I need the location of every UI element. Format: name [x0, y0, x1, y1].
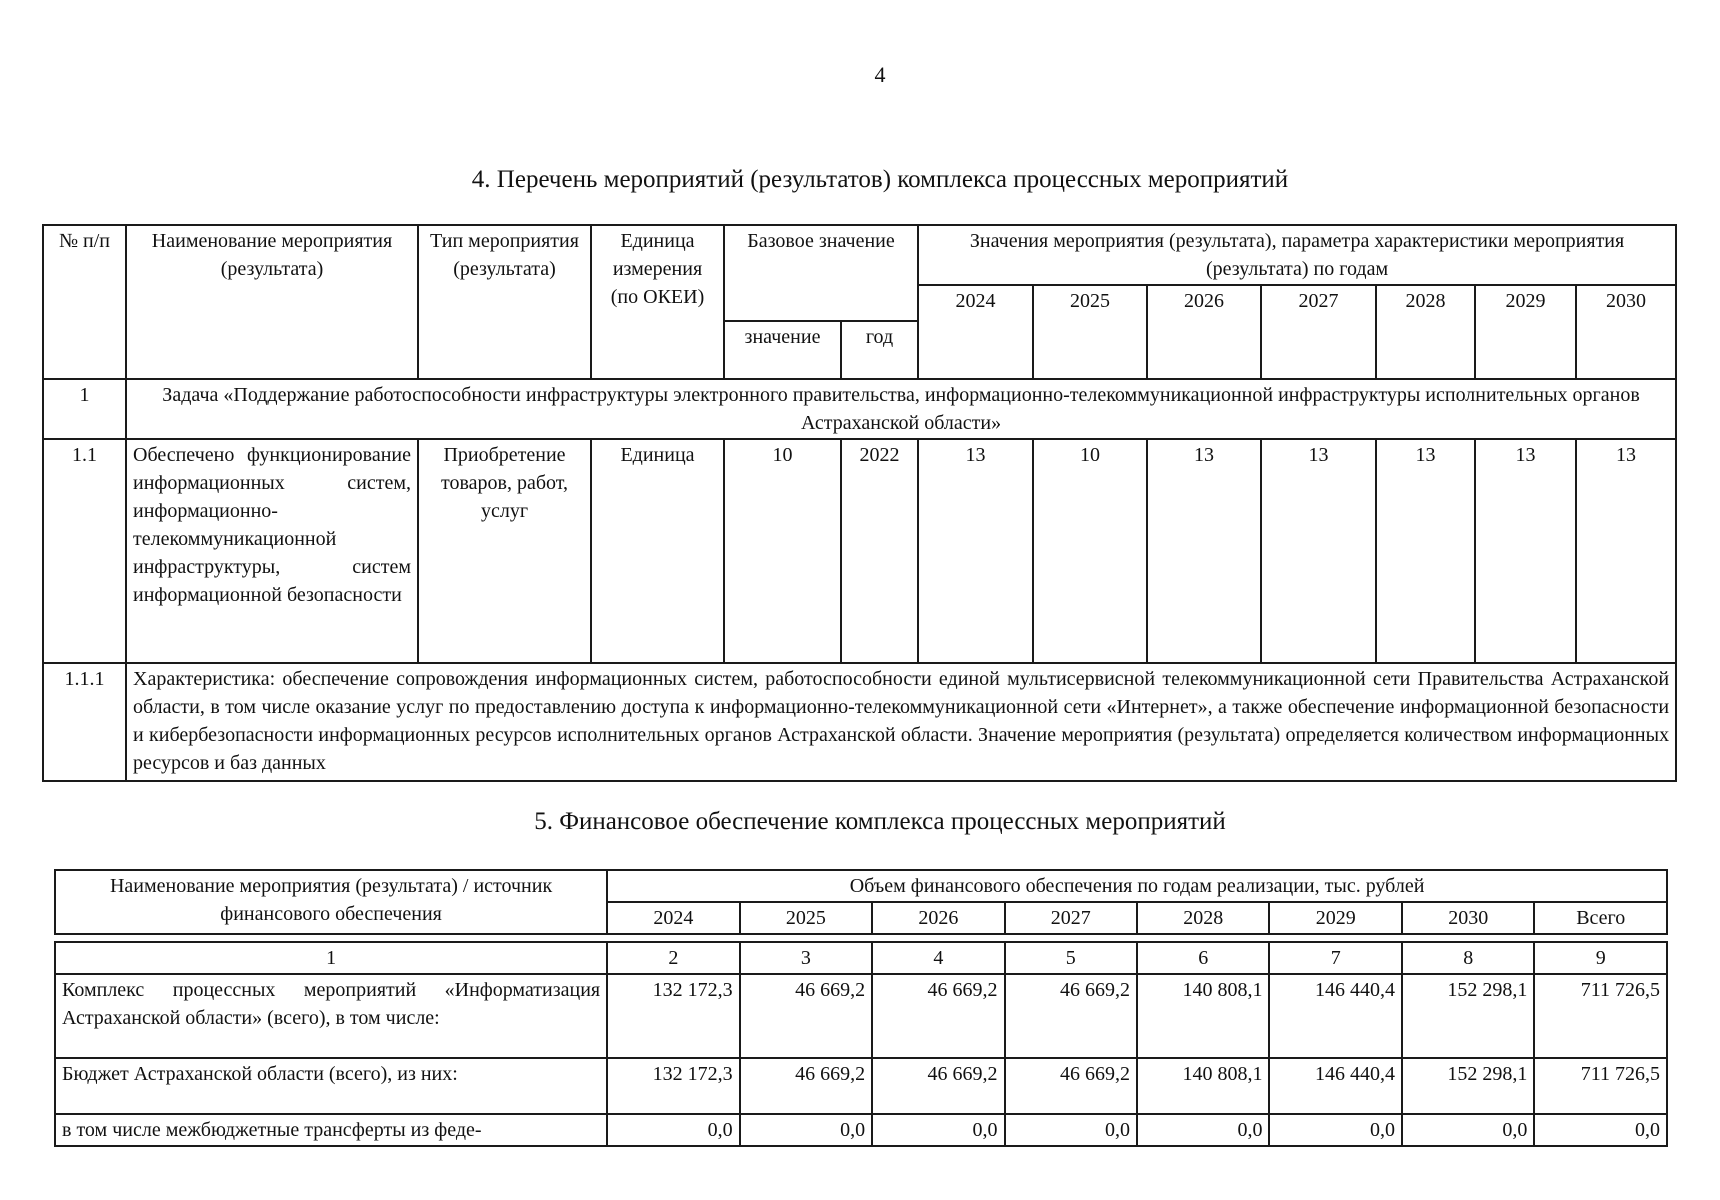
column-number: 1 — [55, 942, 607, 974]
row-value: 10 — [1033, 439, 1147, 663]
page-number: 4 — [874, 62, 886, 87]
finance-value: 0,0 — [1137, 1114, 1269, 1146]
row-num: 1.1 — [43, 439, 126, 663]
finance-value: 0,0 — [607, 1114, 739, 1146]
row-value: 13 — [1475, 439, 1576, 663]
row-value: 13 — [1147, 439, 1261, 663]
header-year: 2029 — [1269, 902, 1401, 934]
task-text: Задача «Поддержание работоспособности инфраструктуры электронного правительства, информационно-телекоммуникационной инфраструктуры исполнительных органов Астраханской области» — [126, 379, 1676, 439]
header-year: 2025 — [1033, 285, 1147, 379]
section-4-title: 4. Перечень мероприятий (результатов) комплекса процессных мероприятий — [471, 166, 1289, 193]
finance-value: 0,0 — [740, 1114, 872, 1146]
row-value: 13 — [1576, 439, 1676, 663]
finance-value: 711 726,5 — [1534, 974, 1667, 1058]
finance-value: 46 669,2 — [872, 974, 1004, 1058]
column-number: 8 — [1402, 942, 1534, 974]
header-type: Тип мероприятия (результата) — [418, 225, 591, 379]
finance-value: 140 808,1 — [1137, 974, 1269, 1058]
characteristic-num: 1.1.1 — [43, 663, 126, 781]
header-base-value: значение — [724, 321, 841, 379]
finance-value: 0,0 — [1005, 1114, 1137, 1146]
row-name: Обеспечено функционирование информационных систем, информационно-телекоммуникационной инфраструктуры, систем информационной безопасности — [126, 439, 418, 663]
column-number: 3 — [740, 942, 872, 974]
activities-table — [42, 224, 1677, 782]
header-year: 2025 — [740, 902, 872, 934]
header-year: 2030 — [1402, 902, 1534, 934]
finance-value: 152 298,1 — [1402, 974, 1534, 1058]
finance-value: 0,0 — [1269, 1114, 1401, 1146]
header-unit: Единица измерения (по ОКЕИ) — [591, 225, 724, 379]
header-source: Наименование мероприятия (результата) / источник финансового обеспечения — [55, 870, 607, 934]
header-volume: Объем финансового обеспечения по годам реализации, тыс. рублей — [607, 870, 1667, 902]
header-year: 2028 — [1376, 285, 1475, 379]
header-year: 2027 — [1261, 285, 1376, 379]
finance-value: 46 669,2 — [740, 974, 872, 1058]
finance-value: 146 440,4 — [1269, 1058, 1401, 1114]
column-number: 5 — [1005, 942, 1137, 974]
finance-value: 46 669,2 — [740, 1058, 872, 1114]
column-number: 2 — [607, 942, 739, 974]
finance-value: 146 440,4 — [1269, 974, 1401, 1058]
finance-value: 140 808,1 — [1137, 1058, 1269, 1114]
header-name: Наименование мероприятия (результата) — [126, 225, 418, 379]
finance-value: 46 669,2 — [872, 1058, 1004, 1114]
finance-value: 46 669,2 — [1005, 1058, 1137, 1114]
finance-value: 0,0 — [872, 1114, 1004, 1146]
row-base-year: 2022 — [841, 439, 918, 663]
header-total: Всего — [1534, 902, 1667, 934]
header-num: № п/п — [43, 225, 126, 379]
row-base-value: 10 — [724, 439, 841, 663]
finance-row-name: в том числе межбюджетные трансферты из феде- — [55, 1114, 607, 1146]
header-base: Базовое значение — [724, 225, 918, 321]
header-year: 2024 — [607, 902, 739, 934]
header-year: 2026 — [1147, 285, 1261, 379]
column-number: 6 — [1137, 942, 1269, 974]
section-5-title: 5. Финансовое обеспечение комплекса процессных мероприятий — [534, 808, 1226, 835]
finance-value: 711 726,5 — [1534, 1058, 1667, 1114]
finance-value: 46 669,2 — [1005, 974, 1137, 1058]
finance-value: 0,0 — [1402, 1114, 1534, 1146]
task-num: 1 — [43, 379, 126, 439]
finance-row-name: Комплекс процессных мероприятий «Информатизация Астраханской области» (всего), в том числе: — [55, 974, 607, 1058]
finance-value: 132 172,3 — [607, 1058, 739, 1114]
column-number: 7 — [1269, 942, 1401, 974]
header-year: 2027 — [1005, 902, 1137, 934]
finance-value: 152 298,1 — [1402, 1058, 1534, 1114]
row-type: Приобретение товаров, работ, услуг — [418, 439, 591, 663]
header-base-year: год — [841, 321, 918, 379]
column-number: 9 — [1534, 942, 1667, 974]
finance-value: 132 172,3 — [607, 974, 739, 1058]
row-value: 13 — [1376, 439, 1475, 663]
row-unit: Единица — [591, 439, 724, 663]
finance-row-name: Бюджет Астраханской области (всего), из них: — [55, 1058, 607, 1114]
header-values: Значения мероприятия (результата), параметра характеристики мероприятия (результата) по годам — [918, 225, 1676, 285]
header-year: 2024 — [918, 285, 1033, 379]
financing-table — [54, 869, 1668, 1147]
header-year: 2030 — [1576, 285, 1676, 379]
finance-value: 0,0 — [1534, 1114, 1667, 1146]
characteristic-text: Характеристика: обеспечение сопровождения информационных систем, работоспособности единой мультисервисной телекоммуникационной сети Правительства Астраханской области, в том числе оказание услуг по предоставлению доступа к информационно-телекоммуникационной сети «Интернет», а также обеспечение информационной безопасности и кибербезопасности информационных ресурсов исполнительных органов Астраханской области. Значение мероприятия (результата) определяется количеством информационных ресурсов и баз данных — [126, 663, 1676, 781]
row-value: 13 — [1261, 439, 1376, 663]
column-number: 4 — [872, 942, 1004, 974]
row-value: 13 — [918, 439, 1033, 663]
header-year: 2026 — [872, 902, 1004, 934]
table-gap — [55, 934, 1667, 942]
header-year: 2029 — [1475, 285, 1576, 379]
header-year: 2028 — [1137, 902, 1269, 934]
